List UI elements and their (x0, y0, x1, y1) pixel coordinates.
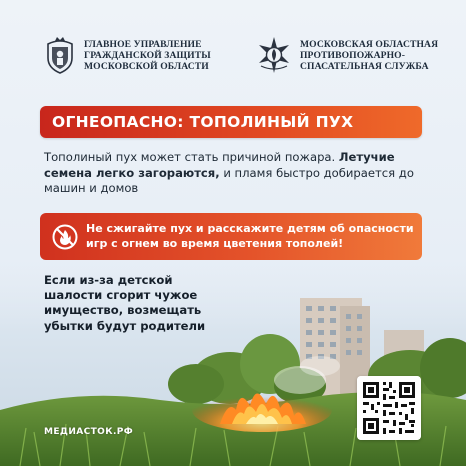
coat-of-arms-icon (44, 36, 76, 74)
intro-part2: и пламя быстро добирается до машин и домов (44, 165, 414, 195)
fire-service-emblem-icon (256, 36, 292, 74)
intro-part1: Тополиный пух может стать причиной пожара. (44, 150, 339, 164)
org-left (44, 36, 211, 74)
page-title: ОГНЕОПАСНО: ТОПОЛИНЫЙ ПУХ (52, 113, 354, 131)
qr-code-icon[interactable] (357, 376, 421, 440)
intro-text (44, 150, 424, 197)
title-banner (40, 106, 422, 138)
consequence-text: Если из-за детской шалости сгорит чужое имущество, возмещать убытки будут родители (44, 273, 206, 333)
intro-bold: Летучие семена легко загораются, (44, 150, 395, 180)
no-fire-icon (52, 224, 78, 250)
org-left-name: ГЛАВНОЕ УПРАВЛЕНИЕ ГРАЖДАНСКОЙ ЗАЩИТЫ МОСКОВСКОЙ ОБЛАСТИ (84, 38, 211, 72)
warning-banner (40, 213, 422, 260)
site-name[interactable]: МЕДИАСТОК.РФ (44, 427, 134, 437)
warning-text: Не сжигайте пух и расскажите детям об опасности игр с огнем во время цветения тополей! (86, 222, 414, 250)
org-right (256, 36, 438, 74)
org-right-name: МОСКОВСКАЯ ОБЛАСТНАЯ ПРОТИВОПОЖАРНО- СПАСАТЕЛЬНАЯ СЛУЖБА (300, 38, 439, 72)
